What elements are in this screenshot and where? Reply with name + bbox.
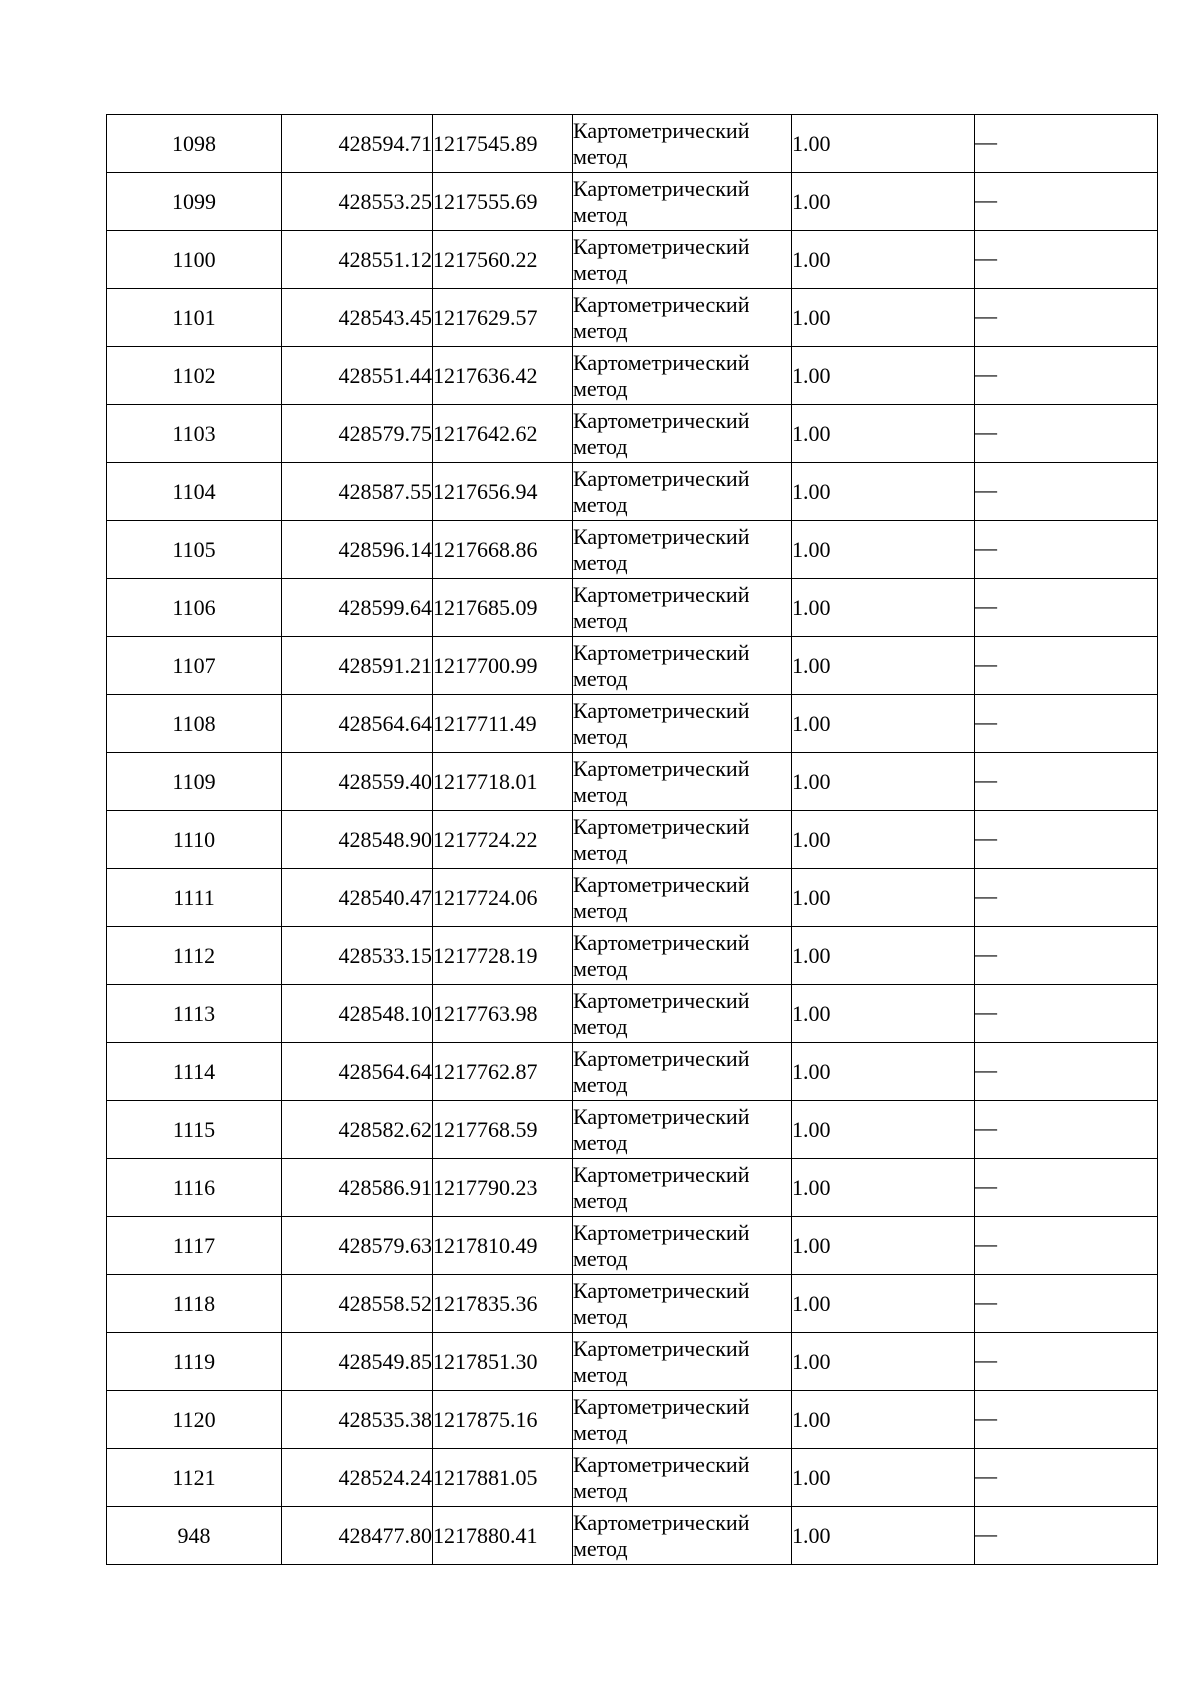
point-number-cell: 1112: [107, 927, 282, 985]
method-line-1: Картометрический: [573, 1219, 750, 1245]
table-row: [107, 1507, 1158, 1565]
accuracy-cell: 1.00: [792, 1217, 975, 1275]
y-coordinate-cell: 1217881.05: [433, 1449, 573, 1507]
note-cell: [975, 695, 1158, 753]
x-coordinate-cell: 428558.52: [282, 1275, 433, 1333]
point-number-cell: 1119: [107, 1333, 282, 1391]
method-line-1: Картометрический: [573, 407, 750, 433]
accuracy-cell: 1.00: [792, 927, 975, 985]
note-dash: —: [975, 1288, 997, 1314]
accuracy-cell: 1.00: [792, 811, 975, 869]
method-line-1: Картометрический: [573, 233, 750, 259]
note-cell: [975, 1043, 1158, 1101]
table-row: [107, 1159, 1158, 1217]
note-dash: —: [975, 186, 997, 212]
accuracy-cell: 1.00: [792, 1507, 975, 1565]
table-row: [107, 1101, 1158, 1159]
note-cell: [975, 637, 1158, 695]
point-number-cell: 1113: [107, 985, 282, 1043]
method-line-2: метод: [573, 955, 628, 981]
note-dash: —: [975, 1404, 997, 1430]
point-number-cell: 1103: [107, 405, 282, 463]
note-cell: [975, 869, 1158, 927]
method-cell: [573, 1333, 792, 1391]
accuracy-cell: 1.00: [792, 289, 975, 347]
method-cell: [573, 1275, 792, 1333]
method-line-1: Картометрический: [573, 117, 750, 143]
note-cell: [975, 579, 1158, 637]
accuracy-cell: 1.00: [792, 463, 975, 521]
method-cell: [573, 579, 792, 637]
method-line-2: метод: [573, 1419, 628, 1445]
accuracy-cell: 1.00: [792, 521, 975, 579]
note-dash: —: [975, 1520, 997, 1546]
method-line-2: метод: [573, 1535, 628, 1561]
method-line-1: Картометрический: [573, 929, 750, 955]
point-number-cell: 1114: [107, 1043, 282, 1101]
x-coordinate-cell: 428477.80: [282, 1507, 433, 1565]
note-dash: —: [975, 650, 997, 676]
accuracy-cell: 1.00: [792, 231, 975, 289]
table-row: [107, 1217, 1158, 1275]
method-line-1: Картометрический: [573, 1277, 750, 1303]
method-line-2: метод: [573, 1129, 628, 1155]
method-line-1: Картометрический: [573, 871, 750, 897]
x-coordinate-cell: 428533.15: [282, 927, 433, 985]
method-cell: [573, 927, 792, 985]
note-dash: —: [975, 534, 997, 560]
method-cell: [573, 347, 792, 405]
table-row: [107, 811, 1158, 869]
point-number-cell: 1109: [107, 753, 282, 811]
table-row: [107, 289, 1158, 347]
note-dash: —: [975, 244, 997, 270]
table-row: [107, 231, 1158, 289]
y-coordinate-cell: 1217560.22: [433, 231, 573, 289]
method-line-2: метод: [573, 897, 628, 923]
y-coordinate-cell: 1217711.49: [433, 695, 573, 753]
x-coordinate-cell: 428551.12: [282, 231, 433, 289]
table-row: [107, 463, 1158, 521]
note-cell: [975, 115, 1158, 173]
point-number-cell: 1099: [107, 173, 282, 231]
table-row: [107, 1043, 1158, 1101]
method-line-1: Картометрический: [573, 1335, 750, 1361]
method-line-2: метод: [573, 201, 628, 227]
method-cell: [573, 695, 792, 753]
note-dash: —: [975, 1056, 997, 1082]
method-line-1: Картометрический: [573, 465, 750, 491]
accuracy-cell: 1.00: [792, 695, 975, 753]
point-number-cell: 1102: [107, 347, 282, 405]
y-coordinate-cell: 1217724.06: [433, 869, 573, 927]
point-number-cell: 1106: [107, 579, 282, 637]
method-cell: [573, 985, 792, 1043]
method-line-2: метод: [573, 1187, 628, 1213]
method-cell: [573, 1507, 792, 1565]
point-number-cell: 1105: [107, 521, 282, 579]
x-coordinate-cell: 428564.64: [282, 695, 433, 753]
coordinates-table-body: [107, 115, 1158, 1565]
y-coordinate-cell: 1217851.30: [433, 1333, 573, 1391]
table-row: [107, 985, 1158, 1043]
note-dash: —: [975, 708, 997, 734]
accuracy-cell: 1.00: [792, 1449, 975, 1507]
y-coordinate-cell: 1217668.86: [433, 521, 573, 579]
method-line-1: Картометрический: [573, 349, 750, 375]
y-coordinate-cell: 1217685.09: [433, 579, 573, 637]
y-coordinate-cell: 1217700.99: [433, 637, 573, 695]
note-dash: —: [975, 418, 997, 444]
note-dash: —: [975, 360, 997, 386]
y-coordinate-cell: 1217656.94: [433, 463, 573, 521]
method-line-1: Картометрический: [573, 1161, 750, 1187]
accuracy-cell: 1.00: [792, 985, 975, 1043]
x-coordinate-cell: 428564.64: [282, 1043, 433, 1101]
x-coordinate-cell: 428543.45: [282, 289, 433, 347]
note-cell: [975, 927, 1158, 985]
method-line-2: метод: [573, 781, 628, 807]
note-cell: [975, 1449, 1158, 1507]
method-line-2: метод: [573, 433, 628, 459]
x-coordinate-cell: 428540.47: [282, 869, 433, 927]
table-row: [107, 1449, 1158, 1507]
method-cell: [573, 231, 792, 289]
method-line-1: Картометрический: [573, 175, 750, 201]
method-line-1: Картометрический: [573, 581, 750, 607]
point-number-cell: 948: [107, 1507, 282, 1565]
table-row: [107, 637, 1158, 695]
note-dash: —: [975, 592, 997, 618]
y-coordinate-cell: 1217724.22: [433, 811, 573, 869]
accuracy-cell: 1.00: [792, 753, 975, 811]
note-dash: —: [975, 940, 997, 966]
note-dash: —: [975, 1230, 997, 1256]
method-line-2: метод: [573, 1245, 628, 1271]
note-cell: [975, 1275, 1158, 1333]
point-number-cell: 1110: [107, 811, 282, 869]
method-line-1: Картометрический: [573, 523, 750, 549]
point-number-cell: 1120: [107, 1391, 282, 1449]
table-row: [107, 695, 1158, 753]
note-dash: —: [975, 766, 997, 792]
point-number-cell: 1117: [107, 1217, 282, 1275]
note-dash: —: [975, 1114, 997, 1140]
table-row: [107, 405, 1158, 463]
method-line-1: Картометрический: [573, 813, 750, 839]
point-number-cell: 1121: [107, 1449, 282, 1507]
method-line-1: Картометрический: [573, 1103, 750, 1129]
method-cell: [573, 1159, 792, 1217]
y-coordinate-cell: 1217728.19: [433, 927, 573, 985]
note-cell: [975, 1217, 1158, 1275]
note-dash: —: [975, 882, 997, 908]
method-line-2: метод: [573, 549, 628, 575]
method-line-1: Картометрический: [573, 755, 750, 781]
y-coordinate-cell: 1217810.49: [433, 1217, 573, 1275]
method-line-1: Картометрический: [573, 1045, 750, 1071]
table-row: [107, 347, 1158, 405]
point-number-cell: 1100: [107, 231, 282, 289]
note-dash: —: [975, 476, 997, 502]
accuracy-cell: 1.00: [792, 869, 975, 927]
accuracy-cell: 1.00: [792, 637, 975, 695]
note-cell: [975, 405, 1158, 463]
note-cell: [975, 231, 1158, 289]
accuracy-cell: 1.00: [792, 405, 975, 463]
method-cell: [573, 521, 792, 579]
method-line-2: метод: [573, 1013, 628, 1039]
accuracy-cell: 1.00: [792, 1391, 975, 1449]
y-coordinate-cell: 1217875.16: [433, 1391, 573, 1449]
accuracy-cell: 1.00: [792, 115, 975, 173]
point-number-cell: 1118: [107, 1275, 282, 1333]
note-cell: [975, 753, 1158, 811]
method-cell: [573, 405, 792, 463]
method-line-2: метод: [573, 375, 628, 401]
table-row: [107, 579, 1158, 637]
method-line-2: метод: [573, 317, 628, 343]
y-coordinate-cell: 1217555.69: [433, 173, 573, 231]
method-line-2: метод: [573, 143, 628, 169]
accuracy-cell: 1.00: [792, 1101, 975, 1159]
point-number-cell: 1115: [107, 1101, 282, 1159]
x-coordinate-cell: 428579.63: [282, 1217, 433, 1275]
method-cell: [573, 1449, 792, 1507]
method-cell: [573, 1391, 792, 1449]
point-number-cell: 1098: [107, 115, 282, 173]
table-row: [107, 521, 1158, 579]
point-number-cell: 1107: [107, 637, 282, 695]
method-line-2: метод: [573, 665, 628, 691]
method-line-1: Картометрический: [573, 1451, 750, 1477]
x-coordinate-cell: 428548.10: [282, 985, 433, 1043]
method-line-1: Картометрический: [573, 697, 750, 723]
method-cell: [573, 753, 792, 811]
note-cell: [975, 1333, 1158, 1391]
note-cell: [975, 985, 1158, 1043]
y-coordinate-cell: 1217762.87: [433, 1043, 573, 1101]
method-cell: [573, 869, 792, 927]
method-cell: [573, 637, 792, 695]
x-coordinate-cell: 428559.40: [282, 753, 433, 811]
y-coordinate-cell: 1217768.59: [433, 1101, 573, 1159]
method-line-2: метод: [573, 1361, 628, 1387]
accuracy-cell: 1.00: [792, 173, 975, 231]
method-cell: [573, 463, 792, 521]
method-cell: [573, 1043, 792, 1101]
point-number-cell: 1111: [107, 869, 282, 927]
coordinates-table: [106, 114, 1158, 1565]
y-coordinate-cell: 1217642.62: [433, 405, 573, 463]
table-row: [107, 1391, 1158, 1449]
table-row: [107, 115, 1158, 173]
y-coordinate-cell: 1217629.57: [433, 289, 573, 347]
point-number-cell: 1116: [107, 1159, 282, 1217]
method-line-2: метод: [573, 1071, 628, 1097]
note-cell: [975, 173, 1158, 231]
method-line-2: метод: [573, 607, 628, 633]
table-row: [107, 173, 1158, 231]
method-line-2: метод: [573, 723, 628, 749]
method-cell: [573, 289, 792, 347]
note-cell: [975, 521, 1158, 579]
method-line-1: Картометрический: [573, 291, 750, 317]
note-dash: —: [975, 302, 997, 328]
x-coordinate-cell: 428524.24: [282, 1449, 433, 1507]
x-coordinate-cell: 428596.14: [282, 521, 433, 579]
method-cell: [573, 1217, 792, 1275]
x-coordinate-cell: 428549.85: [282, 1333, 433, 1391]
note-cell: [975, 347, 1158, 405]
table-row: [107, 1333, 1158, 1391]
x-coordinate-cell: 428551.44: [282, 347, 433, 405]
note-cell: [975, 1507, 1158, 1565]
y-coordinate-cell: 1217790.23: [433, 1159, 573, 1217]
method-line-1: Картометрический: [573, 1509, 750, 1535]
method-line-2: метод: [573, 259, 628, 285]
point-number-cell: 1104: [107, 463, 282, 521]
x-coordinate-cell: 428591.21: [282, 637, 433, 695]
note-cell: [975, 811, 1158, 869]
accuracy-cell: 1.00: [792, 1333, 975, 1391]
table-row: [107, 927, 1158, 985]
y-coordinate-cell: 1217880.41: [433, 1507, 573, 1565]
method-line-1: Картометрический: [573, 1393, 750, 1419]
y-coordinate-cell: 1217636.42: [433, 347, 573, 405]
note-cell: [975, 1159, 1158, 1217]
y-coordinate-cell: 1217835.36: [433, 1275, 573, 1333]
y-coordinate-cell: 1217718.01: [433, 753, 573, 811]
note-dash: —: [975, 128, 997, 154]
note-cell: [975, 289, 1158, 347]
method-line-2: метод: [573, 1303, 628, 1329]
point-number-cell: 1108: [107, 695, 282, 753]
accuracy-cell: 1.00: [792, 1159, 975, 1217]
method-line-2: метод: [573, 1477, 628, 1503]
method-cell: [573, 811, 792, 869]
y-coordinate-cell: 1217763.98: [433, 985, 573, 1043]
table-row: [107, 869, 1158, 927]
x-coordinate-cell: 428535.38: [282, 1391, 433, 1449]
method-line-2: метод: [573, 491, 628, 517]
accuracy-cell: 1.00: [792, 579, 975, 637]
y-coordinate-cell: 1217545.89: [433, 115, 573, 173]
point-number-cell: 1101: [107, 289, 282, 347]
x-coordinate-cell: 428579.75: [282, 405, 433, 463]
note-dash: —: [975, 1462, 997, 1488]
x-coordinate-cell: 428582.62: [282, 1101, 433, 1159]
table-row: [107, 753, 1158, 811]
note-cell: [975, 463, 1158, 521]
note-cell: [975, 1391, 1158, 1449]
method-cell: [573, 1101, 792, 1159]
note-dash: —: [975, 824, 997, 850]
x-coordinate-cell: 428594.71: [282, 115, 433, 173]
x-coordinate-cell: 428599.64: [282, 579, 433, 637]
method-cell: [573, 173, 792, 231]
table-row: [107, 1275, 1158, 1333]
accuracy-cell: 1.00: [792, 347, 975, 405]
note-cell: [975, 1101, 1158, 1159]
x-coordinate-cell: 428587.55: [282, 463, 433, 521]
x-coordinate-cell: 428586.91: [282, 1159, 433, 1217]
note-dash: —: [975, 998, 997, 1024]
method-line-2: метод: [573, 839, 628, 865]
method-cell: [573, 115, 792, 173]
method-line-1: Картометрический: [573, 639, 750, 665]
x-coordinate-cell: 428553.25: [282, 173, 433, 231]
accuracy-cell: 1.00: [792, 1275, 975, 1333]
accuracy-cell: 1.00: [792, 1043, 975, 1101]
method-line-1: Картометрический: [573, 987, 750, 1013]
x-coordinate-cell: 428548.90: [282, 811, 433, 869]
note-dash: —: [975, 1172, 997, 1198]
note-dash: —: [975, 1346, 997, 1372]
